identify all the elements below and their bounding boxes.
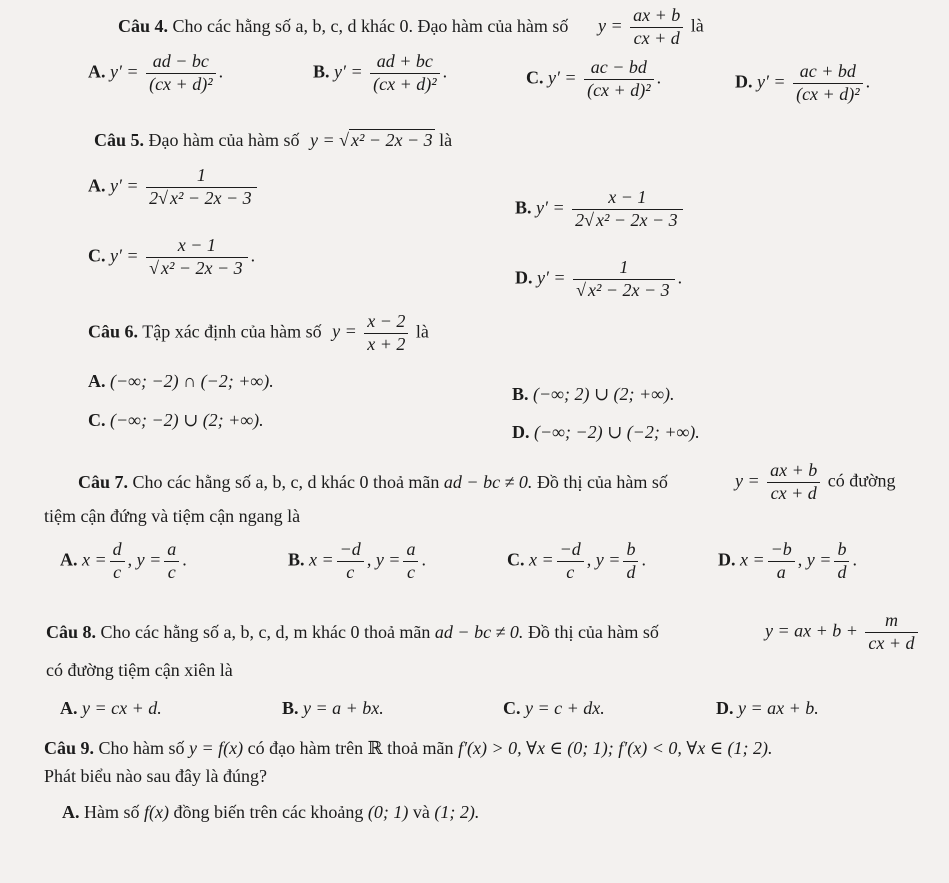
- q6-option-b[interactable]: B. (−∞; 2) ∪ (2; +∞).: [512, 384, 675, 404]
- q6-option-a[interactable]: A. (−∞; −2) ∩ (−2; +∞).: [88, 371, 274, 391]
- q4-option-a[interactable]: A. y′ = $\frac{ad - bc}{\text{(cx + d)²}}$ .: [88, 51, 224, 94]
- q5-title: Câu 5.: [94, 130, 145, 150]
- q7-title: Câu 7.: [78, 472, 129, 492]
- q6-option-c[interactable]: C. (−∞; −2) ∪ (2; +∞).: [88, 410, 264, 430]
- q7-option-d[interactable]: D. x = $\frac{-b}{a}$ , y = $\frac{b}{d}$ .: [718, 539, 857, 582]
- q5-option-b[interactable]: B. y′ = $\frac{x - 1}{\text{2√ x² − 2x − 3}}$: [515, 188, 686, 231]
- q8-stem: Cho các hằng số a, b, c, d, m khác 0 thoả mãn: [100, 622, 431, 642]
- q9-option-a[interactable]: A. Hàm số f(x) đồng biến trên các khoảng (0; 1) và (1; 2).: [62, 802, 480, 822]
- q7-option-b[interactable]: B. x = $\frac{-d}{c}$ , y = $\frac{a}{c}$ .: [288, 539, 426, 582]
- q4-stem-fraction: $\frac{ax + b}{cx + d}$: [630, 6, 683, 49]
- q7-condition: ad − bc ≠ 0.: [443, 472, 533, 492]
- q7-stem-line: Câu 7. Cho các hằng số a, b, c, d khác 0 thoả mãn ad − bc ≠ 0. Đồ thị của hàm số: [78, 472, 668, 492]
- q8-option-b[interactable]: B. y = a + bx.: [282, 698, 384, 718]
- q6-stem: Tập xác định của hàm số: [142, 321, 322, 342]
- q4-title: Câu 4.: [118, 16, 169, 36]
- q4-option-d[interactable]: D. y′ = $\frac{ac + bd}{\text{(cx + d)²}}$ .: [735, 61, 871, 104]
- q4-stem-line: [118, 16, 568, 37]
- q4-option-b[interactable]: B. y′ = $\frac{ad + bc}{\text{(cx + d)²}}$ .: [313, 51, 448, 94]
- q9-stem: Cho hàm số: [98, 738, 185, 758]
- q5-stem-line: Câu 5. Đạo hàm của hàm số y = √ x² − 2x − 3 là: [94, 130, 453, 150]
- q8-condition: ad − bc ≠ 0.: [434, 622, 524, 642]
- q5-option-c[interactable]: C. y′ = $\frac{x - 1}{\text{√ x² − 2x − 3}}$ .: [88, 235, 256, 278]
- q8-stem-line2: có đường tiệm cận xiên là: [46, 660, 233, 680]
- q8-option-c[interactable]: C. y = c + dx.: [503, 698, 605, 718]
- q6-title: Câu 6.: [88, 321, 139, 342]
- q8-stem-function: y = ax + b + $\frac{m}{cx + d}$: [765, 611, 921, 654]
- q8-option-d[interactable]: D. y = ax + b.: [716, 698, 819, 718]
- q9-stem-line2: Phát biểu nào sau đây là đúng?: [44, 766, 267, 786]
- q7-stem-line2: tiệm cận đứng và tiệm cận ngang là: [44, 506, 301, 526]
- q4-option-c[interactable]: C. y′ = $\frac{ac - bd}{\text{(cx + d)²}}$ .: [526, 57, 662, 100]
- q6-stem-line: Câu 6. Tập xác định của hàm số y = $\frac{x - 2}{x + 2}$ là: [88, 311, 429, 354]
- q7-stem-function: y = $\frac{ax + b}{cx + d}$ có đường: [735, 460, 896, 503]
- q7-option-a[interactable]: A. x = $\frac{d}{c}$ , y = $\frac{a}{c}$ .: [60, 539, 187, 582]
- q5-stem-root: √ x² − 2x − 3: [339, 130, 433, 150]
- q5-stem: Đạo hàm của hàm số: [148, 130, 300, 150]
- q8-stem-line: Câu 8. Cho các hằng số a, b, c, d, m khác 0 thoả mãn ad − bc ≠ 0. Đồ thị của hàm số: [46, 622, 659, 642]
- q9-title: Câu 9.: [44, 738, 95, 758]
- q4-stem-function: y = $\frac{ax + b}{cx + d}$ là: [598, 5, 704, 48]
- q5-option-d[interactable]: D. y′ = $\frac{1}{\text{√ x² − 2x − 3}}$ .: [515, 257, 683, 300]
- q4-stem: Cho các hằng số a, b, c, d khác 0. Đạo hàm của hàm số: [172, 16, 569, 36]
- q8-title: Câu 8.: [46, 622, 97, 642]
- q9-condition: f′(x) > 0, ∀x ∈ (0; 1); f′(x) < 0, ∀x ∈ (1; 2).: [458, 738, 773, 758]
- q6-option-d[interactable]: D. (−∞; −2) ∪ (−2; +∞).: [512, 422, 700, 442]
- q7-option-c[interactable]: C. x = $\frac{-d}{c}$ , y = $\frac{b}{d}$ .: [507, 539, 646, 582]
- q7-stem: Cho các hằng số a, b, c, d khác 0 thoả mãn: [132, 472, 440, 492]
- q5-option-a[interactable]: A. y′ = $\frac{1}{\text{2√ x² − 2x − 3}}$: [88, 166, 260, 209]
- q6-stem-fraction: $\frac{x - 2}{x + 2}$: [364, 312, 408, 355]
- q9-stem-line: Câu 9. Cho hàm số y = f(x) có đạo hàm trên ℝ thoả mãn f′(x) > 0, ∀x ∈ (0; 1); f′(x) < 0, ∀x ∈ (1; 2).: [44, 738, 773, 758]
- q8-option-a[interactable]: A. y = cx + d.: [60, 698, 162, 718]
